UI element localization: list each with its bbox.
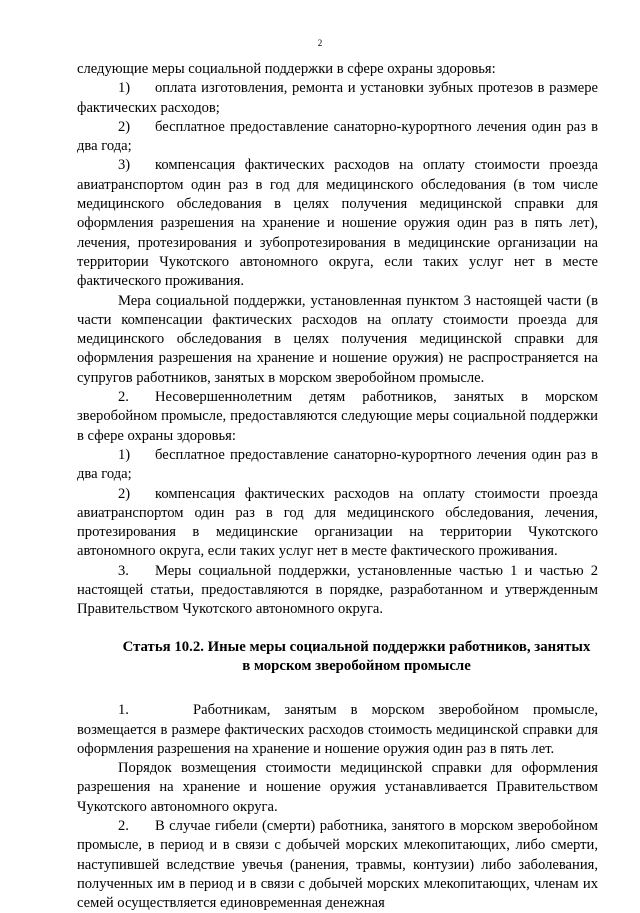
item-number: 1) [118,446,131,463]
paragraph: следующие меры социальной поддержки в сфере охраны здоровья: [77,61,496,77]
paragraph: Мера социальной поддержки, установленная пунктом 3 настоящей части (в части компенсации фактических расходов на оплату стоимости проезда для медицинского обследования в целях получения медицинской справки для оформления разрешения на хранение и ношение оружия) не распространяется на супругов работников, занятых в морском зверобойном промысле. [77,292,598,386]
item-number: 2) [118,485,131,502]
list-item: 1) бесплатное предоставление санаторно-курортного лечения один раз в два года; [77,446,598,483]
list-item: 2) бесплатное предоставление санаторно-курортного лечения один раз в два года; [77,118,598,155]
numbered-part-wide: 1. Работникам, занятым в морском зверобойном промысле, возмещается в размере фактических расходов стоимость медицинской справки для оформления разрешения на хранение и ношение оружия один раз в пять лет. [77,702,598,757]
list-item: 3) компенсация фактических расходов на оплату стоимости проезда авиатранспортом один раз в год для медицинского обследования (в том числе медицинского обследования в целях получения медицинской справки для оформления разрешения на хранение и ношение оружия один раз в пять лет), лечения, протезирования и зубопротезирования в медицинские организации на территории Чукотского автономного округа, если таких услуг нет в месте фактического проживания. [77,157,598,290]
numbered-part: 3. Меры социальной поддержки, установленные частью 1 и частью 2 настоящей статьи, предоставляются в порядке, разработанном и утвержденным Правительством Чукотского автономного округа. [77,562,598,618]
numbered-part: 2. Несовершеннолетним детям работников, занятых в морском зверобойном промысле, предоставляются следующие меры социальной поддержки в сфере охраны здоровья: [77,389,598,444]
paragraph: Порядок возмещения стоимости медицинской справки для оформления разрешения на хранение и ношение оружия устанавливается Правительством Чукотского автономного округа. [77,760,598,815]
numbered-part: 2. В случае гибели (смерти) работника, занятого в морском зверобойном промысле, в период и в связи с добычей морских млекопитающих, либо смерти, наступившей вследствие увечья (ранения, травмы, контузии) либо заболевания, полученных им в период и в связи с добычей морских млекопитающих, членам их семей осуществляется единовременная денежная [77,817,598,912]
document-body [77,60,598,913]
item-number: 3. [118,562,129,579]
list-item: 2) компенсация фактических расходов на оплату стоимости проезда авиатранспортом один раз в год для медицинского обследования, лечения, протезирования в медицинские организации на территории Чукотского автономного округа, если таких услуг нет в месте фактического проживания. [77,485,598,560]
item-number: 2) [118,118,131,135]
page-number: 2 [317,38,323,48]
item-number: 2. [118,817,129,834]
item-number: 3) [118,157,131,174]
spacer [77,676,598,701]
article-heading: Статья 10.2. Иные меры социальной поддержки работников, занятых в морском зверобойном промысле [122,638,591,674]
list-item: 1) оплата изготовления, ремонта и установки зубных протезов в размере фактических расходов; [77,80,598,116]
item-number: 2. [118,389,129,406]
item-number: 1. [118,702,129,719]
item-number: 1) [118,80,131,97]
